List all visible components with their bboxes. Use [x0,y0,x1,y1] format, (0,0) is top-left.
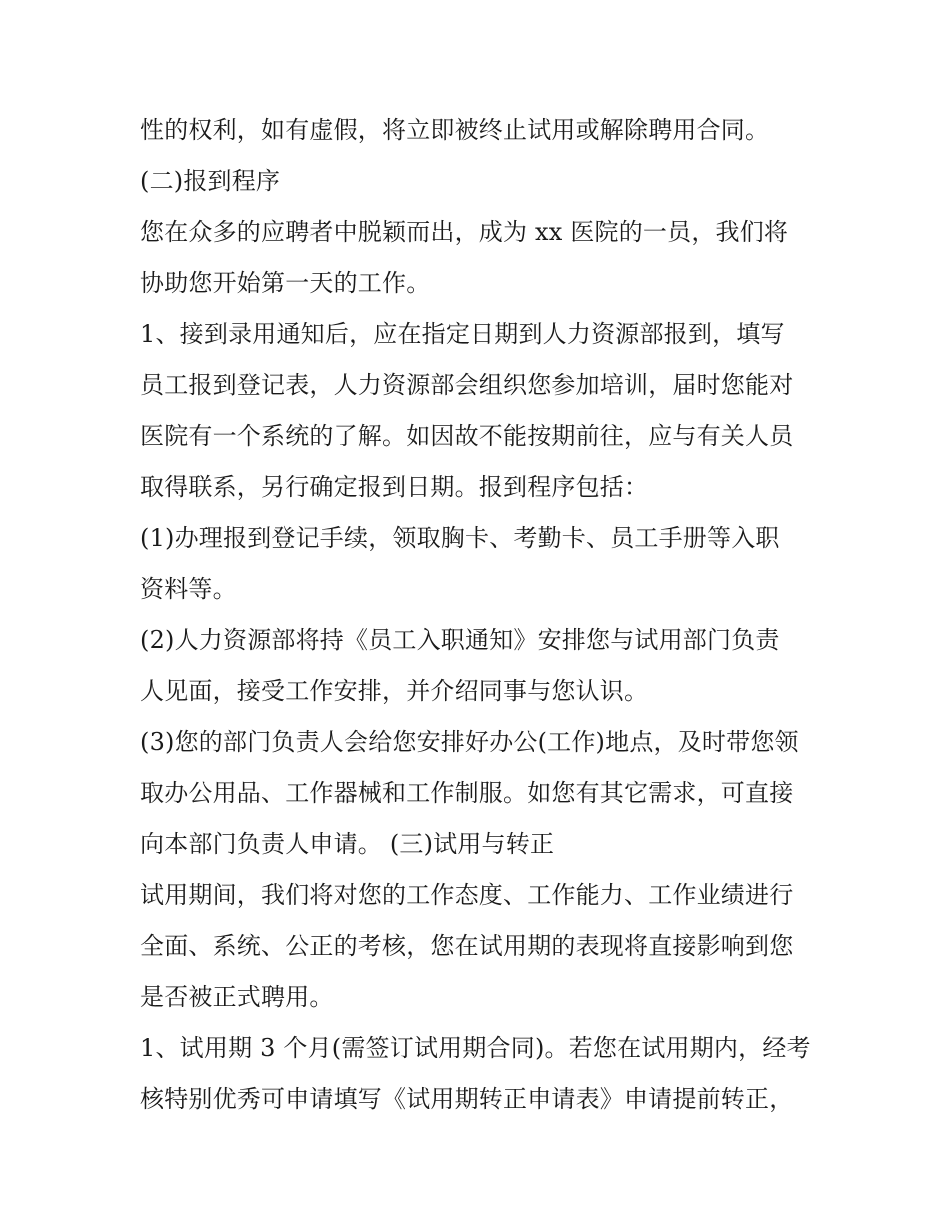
text-line: 取办公用品、工作器械和工作制服。如您有其它需求，可直接 [140,779,794,807]
text-line: 向本部门负责人申请。 (三)试用与转正 [140,830,555,858]
text-line: (1)办理报到登记手续，领取胸卡、考勤卡、员工手册等入职 [140,524,780,552]
section-heading: (二)报到程序 [140,167,281,195]
text-line: 资料等。 [140,575,237,603]
document-body [140,105,820,1125]
text-line: (3)您的部门负责人会给您安排好办公(工作)地点，及时带您领 [140,728,799,756]
text-line: 协助您开始第一天的工作。 [140,269,431,297]
text-line: 全面、系统、公正的考核，您在试用期的表现将直接影响到您 [140,932,794,960]
text-line: 员工报到登记表，人力资源部会组织您参加培训，届时您能对 [140,371,794,399]
text-line: (2)人力资源部将持《员工入职通知》安排您与试用部门负责 [140,626,780,654]
text-line: 核特别优秀可申请填写《试用期转正申请表》申请提前转正， [140,1085,794,1113]
text-line: 性的权利，如有虚假，将立即被终止试用或解除聘用合同。 [140,116,770,144]
text-line: 是否被正式聘用。 [140,983,334,1011]
text-line: 1、接到录用通知后，应在指定日期到人力资源部报到，填写 [140,320,785,348]
text-line: 人见面，接受工作安排，并介绍同事与您认识。 [140,677,649,705]
text-line: 1、试用期 3 个月(需签订试用期合同)。若您在试用期内，经考 [140,1034,811,1062]
text-line: 取得联系，另行确定报到日期。报到程序包括： [140,473,649,501]
text-line: 试用期间，我们将对您的工作态度、工作能力、工作业绩进行 [140,881,794,909]
text-line: 医院有一个系统的了解。如因故不能按期前往，应与有关人员 [140,422,794,450]
text-line: 您在众多的应聘者中脱颖而出，成为 xx 医院的一员，我们将 [140,218,789,246]
